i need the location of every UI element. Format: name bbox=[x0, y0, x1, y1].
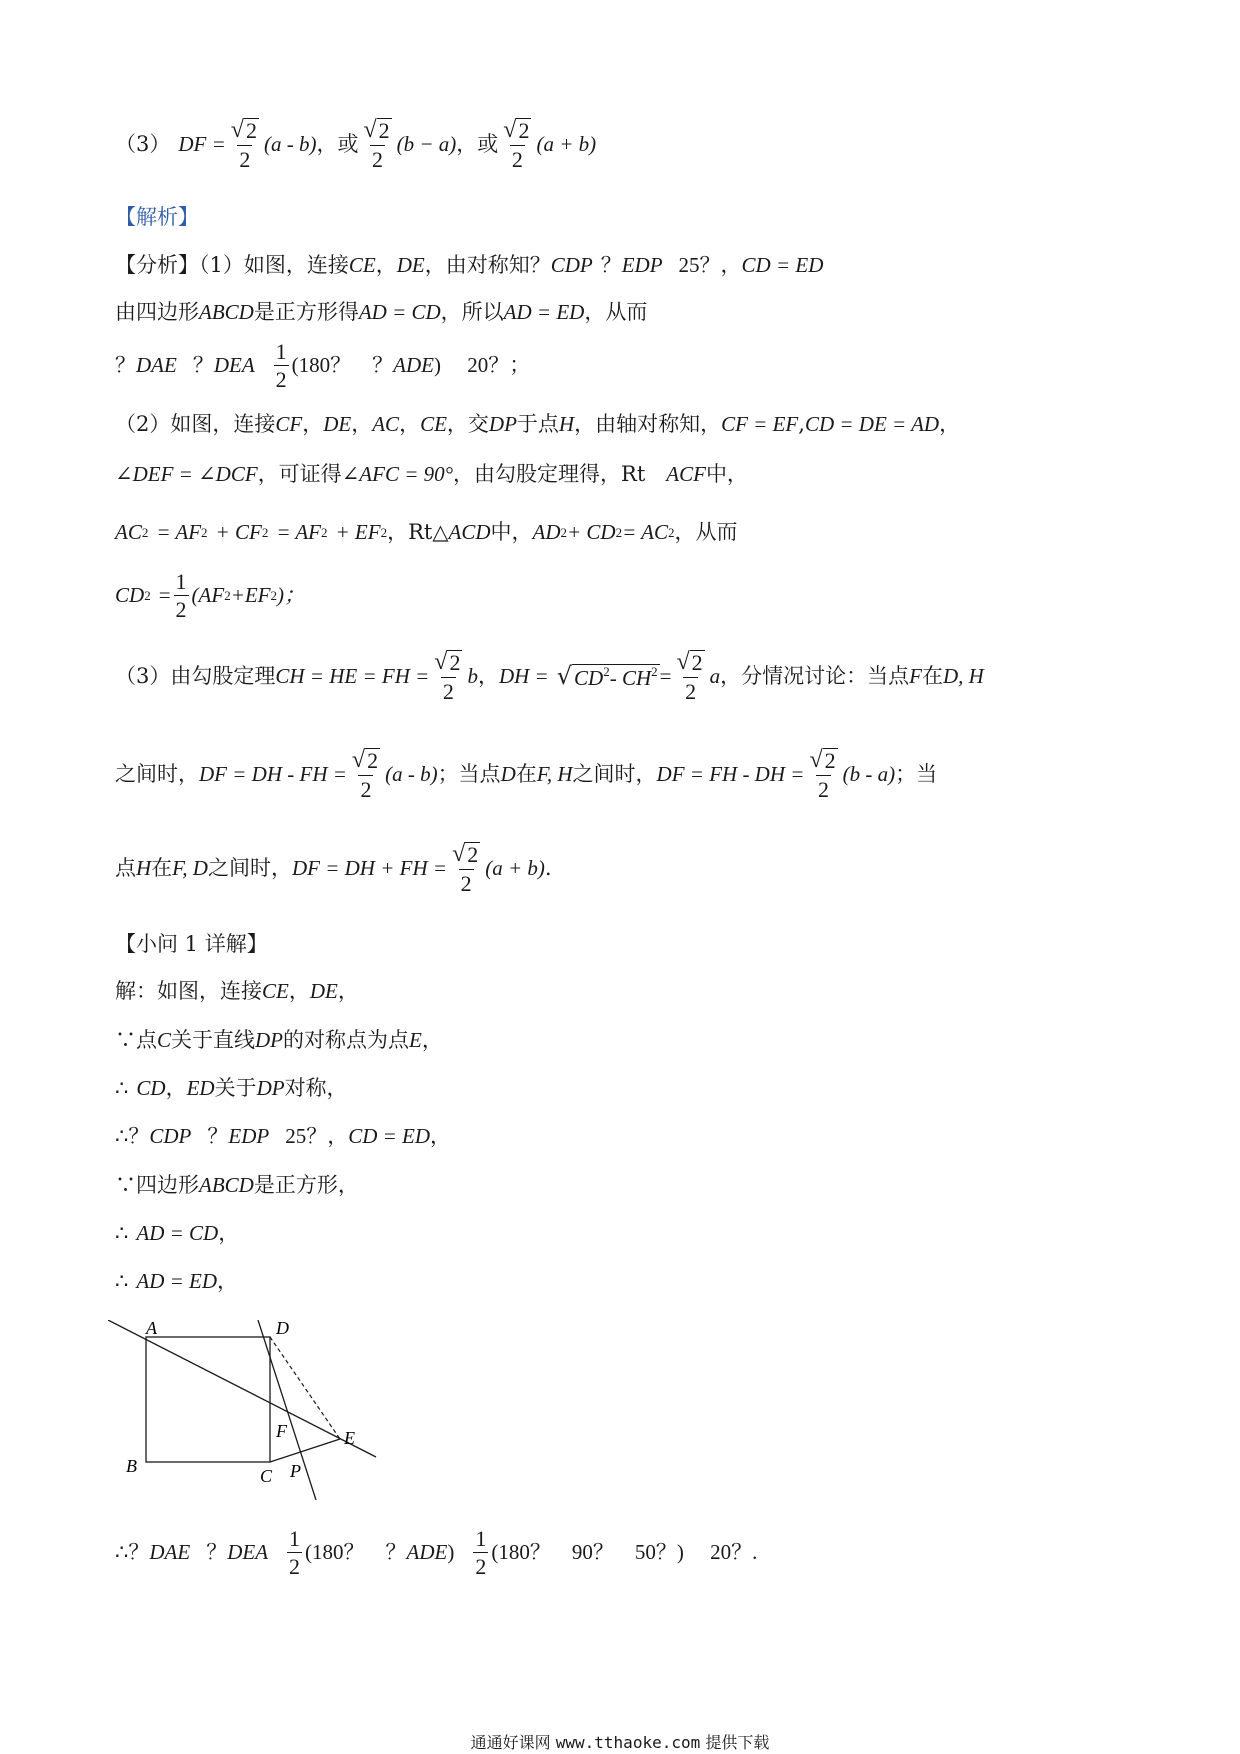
fraction-sqrt2-over-2: √ 2 2 bbox=[434, 649, 461, 705]
expr-b-minus-a: (b − a) bbox=[396, 132, 457, 157]
df-expr: DF = bbox=[178, 132, 226, 157]
fraction-one-half: $\frac{1}{2}$ bbox=[175, 569, 187, 623]
label-d: D bbox=[276, 1320, 289, 1338]
label-p: P bbox=[290, 1461, 301, 1481]
page-footer bbox=[0, 1730, 1240, 1753]
fraction-sqrt2-over-2: √ 2 2 bbox=[676, 649, 703, 705]
part3-line-3: 点 H 在 F, D 之间时， DF = DH + FH = √ 2 2 (a + b) . bbox=[115, 841, 552, 897]
expr-a-plus-b: (a + b) bbox=[536, 132, 597, 157]
part2-line-2: ∠DEF = ∠DCF ，可证得 ∠AFC = 90° ，由勾股定理得，Rt ACF 中， bbox=[115, 462, 748, 486]
fraction-one-half: $\frac{1}{2}$ bbox=[275, 339, 287, 393]
part3-line-1: （3）由勾股定理 CH = HE = FH = √ 2 2 b ， DH = √ $CD^2-$ $CH^2$ = √ 2 2 a ，分情况讨论：当点 F 在 D, H bbox=[115, 649, 984, 705]
or-text: ，或 bbox=[456, 132, 499, 157]
expr-a-minus-b: (a - b) bbox=[263, 132, 317, 157]
fraction-sqrt2-over-2: √ 2 2 bbox=[230, 117, 257, 173]
footer-url: www.tthaoke.com bbox=[555, 1733, 701, 1752]
q1-step-7: ∴ AD = ED ， bbox=[115, 1269, 239, 1293]
fraction-sqrt2-over-2: √ 2 2 bbox=[351, 747, 379, 803]
geometry-figure bbox=[108, 1320, 388, 1500]
part3-line-2: 之间时， DF = DH - FH = √ 2 2 (a - b) ；当点 D 在 F, H 之间时， DF = FH - DH = √ 2 2 (b - a) ；当 bbox=[115, 747, 938, 803]
part2-line-3: AC 2 = AF 2 + CF 2 = AF 2 + EF 2 ，Rt△ ACD 中， AD 2 + CD 2 = AC 2 ，从而 bbox=[115, 520, 738, 544]
square-abcd bbox=[146, 1337, 270, 1462]
fraction-sqrt2-over-2: √ 2 2 bbox=[363, 117, 390, 173]
jiexi-heading: 【解析】 bbox=[115, 205, 199, 229]
line-ae bbox=[108, 1320, 376, 1457]
q1-step-5: ∵四边形 ABCD 是正方形， bbox=[115, 1173, 359, 1197]
q1-step-1: 解：如图，连接 CE ， DE ， bbox=[115, 979, 359, 1003]
label-f: F bbox=[276, 1421, 287, 1441]
footer-site-name: 通通好课网 bbox=[470, 1733, 551, 1752]
fraction-sqrt2-over-2: √ 2 2 bbox=[809, 747, 836, 803]
label-e: E bbox=[344, 1428, 355, 1448]
answer-3-line bbox=[115, 118, 596, 171]
segment-ce bbox=[270, 1439, 340, 1462]
label-b: B bbox=[126, 1456, 137, 1476]
q1-step-3: ∴ CD ， ED 关于 DP 对称， bbox=[115, 1076, 348, 1100]
q1-step-4: ∴？ CDP ？ EDP 25？， CD = ED ， bbox=[115, 1124, 452, 1148]
label-c: C bbox=[260, 1466, 273, 1486]
analysis-line-1: 【分析】（1）如图，连接 CE ， DE ，由对称知？ CDP ？ EDP 25？， CD = ED bbox=[115, 253, 824, 277]
fraction-sqrt2-over-2: √ 2 2 bbox=[452, 841, 479, 897]
sqrt-expression: √ $CD^2-$ $CH^2$ bbox=[556, 661, 658, 690]
q1-step-8: ∴？ DAE ？ DEA $\frac{1}{2}$ (180？ ？ ADE ) $\frac{1}{2}$ (180？ 90？ 50？) 20？. bbox=[115, 1526, 758, 1580]
label-a: A bbox=[146, 1320, 157, 1338]
part2-line-4: CD 2 = $\frac{1}{2}$ (AF 2 +EF 2 )； bbox=[115, 569, 306, 623]
q1-title: 【小问 1 详解】 bbox=[115, 932, 268, 956]
fraction-sqrt2-over-2: √ 2 2 bbox=[503, 117, 530, 173]
fraction-one-half: $\frac{1}{2}$ bbox=[289, 1526, 301, 1580]
analysis-line-2: 由四边形 ABCD 是正方形得 AD = CD ，所以 AD = ED ，从而 bbox=[115, 300, 648, 324]
q1-step-6: ∴ AD = CD ， bbox=[115, 1221, 240, 1245]
part2-line-1: （2）如图，连接 CF ， DE ， AC ， CE ，交 DP 于点 H ，由轴对称知， CF = EF , CD = DE = AD ， bbox=[115, 412, 961, 436]
or-text: ，或 bbox=[316, 132, 359, 157]
section-jiexi bbox=[115, 207, 199, 228]
q1-step-2: ∵点 C 关于直线 DP 的对称点为点 E ， bbox=[115, 1028, 443, 1052]
fraction-one-half: $\frac{1}{2}$ bbox=[475, 1526, 487, 1580]
label: （3） bbox=[115, 132, 171, 157]
footer-download-text: 提供下载 bbox=[705, 1733, 770, 1752]
analysis-line-3: ？ DAE ？ DEA $\frac{1}{2}$ (180？ ？ ADE ) 20？； bbox=[115, 339, 531, 393]
